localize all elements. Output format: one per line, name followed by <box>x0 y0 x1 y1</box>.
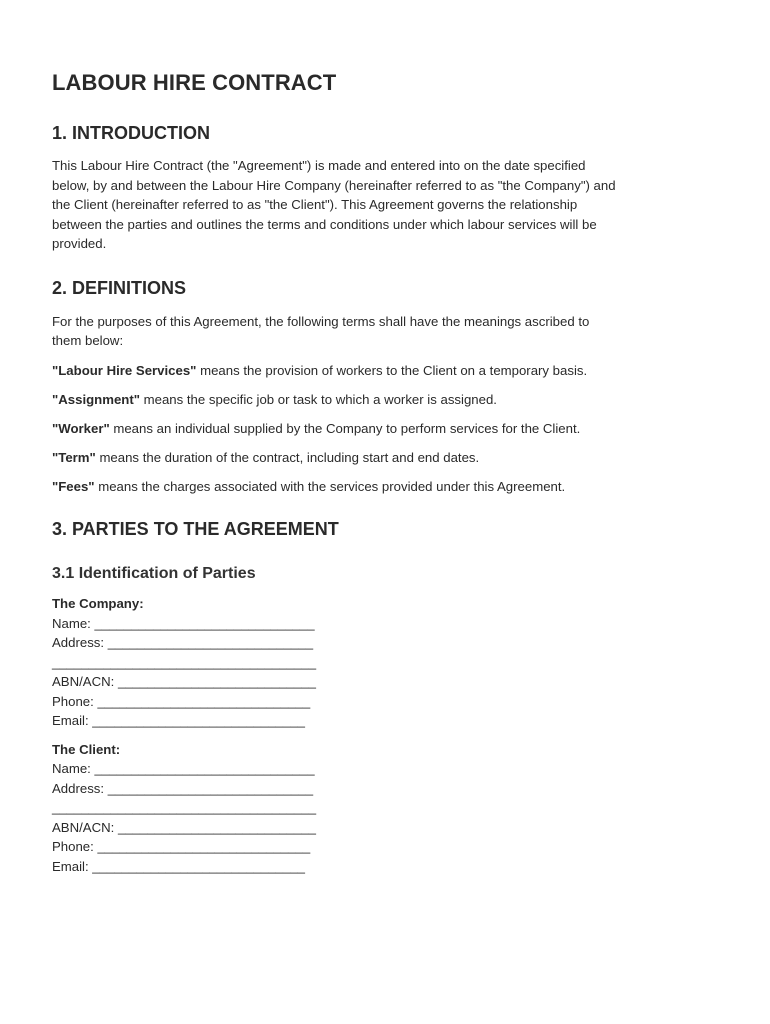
company-email-field: Email: _____________________________ <box>52 713 305 728</box>
paragraph-line: For the purposes of this Agreement, the following terms shall have the meanings ascribed to <box>52 313 590 329</box>
definition-meaning: means the specific job or task to which a worker is assigned. <box>139 391 497 407</box>
document-title: LABOUR HIRE CONTRACT <box>52 70 337 95</box>
definition-item <box>52 361 720 381</box>
client-abn-field: ABN/ACN: ___________________________ <box>52 819 316 835</box>
client-name-field: Name: ______________________________ <box>52 761 315 776</box>
client-address-field: Address: ____________________________ <box>52 780 314 796</box>
definition-term: "Assignment" <box>52 391 140 407</box>
client-email-field: Email: _____________________________ <box>52 858 305 874</box>
definition-term: "Term" <box>52 449 96 465</box>
client-phone-field: Phone: _____________________________ <box>52 839 311 854</box>
company-block <box>52 594 720 731</box>
definition-term: "Labour Hire Services" <box>52 362 197 378</box>
company-phone-field: Phone: _____________________________ <box>52 693 311 709</box>
definition-meaning: means an individual supplied by the Company to perform services for the Client. <box>109 420 581 436</box>
company-title: The Company: <box>52 596 144 611</box>
definition-meaning: means the duration of the contract, including start and end dates. <box>95 449 480 465</box>
company-abn-field: ABN/ACN: ___________________________ <box>52 674 316 689</box>
section-heading-parties: 3. PARTIES TO THE AGREEMENT <box>52 519 339 539</box>
paragraph-line: below, by and between the Labour Hire Company (hereinafter referred to as "the Company") and <box>52 177 616 193</box>
definitions-list <box>52 361 720 497</box>
client-title: The Client: <box>52 741 121 757</box>
company-name-field: Name: ______________________________ <box>52 615 315 631</box>
definition-item <box>52 390 720 410</box>
client-block <box>52 740 720 877</box>
definition-meaning: means the provision of workers to the Client on a temporary basis. <box>196 362 588 378</box>
company-address-field: Address: ____________________________ <box>52 635 314 650</box>
definition-term: "Worker" <box>52 420 110 436</box>
sub-heading-identification: 3.1 Identification of Parties <box>52 565 256 582</box>
section-heading-definitions: 2. DEFINITIONS <box>52 277 187 298</box>
introduction-paragraph <box>52 156 720 254</box>
definition-item <box>52 419 720 439</box>
paragraph-line: between the parties and outlines the terms and conditions under which labour services will be <box>52 216 597 232</box>
definition-term: "Fees" <box>52 478 95 494</box>
client-address-line2-field: ____________________________________ <box>52 800 317 815</box>
document-page <box>52 70 720 876</box>
definition-item <box>52 448 720 468</box>
paragraph-line: them below: <box>52 333 124 348</box>
definition-meaning: means the charges associated with the services provided under this Agreement. <box>94 478 566 494</box>
paragraph-line: the Client (hereinafter referred to as "the Client"). This Agreement governs the relationship <box>52 197 578 212</box>
definitions-intro <box>52 312 720 351</box>
definition-item <box>52 477 720 497</box>
paragraph-line: This Labour Hire Contract (the "Agreement") is made and entered into on the date specified <box>52 158 586 173</box>
section-heading-introduction: 1. INTRODUCTION <box>52 123 211 143</box>
company-address-line2-field: ____________________________________ <box>52 654 317 670</box>
paragraph-line: provided. <box>52 236 107 251</box>
